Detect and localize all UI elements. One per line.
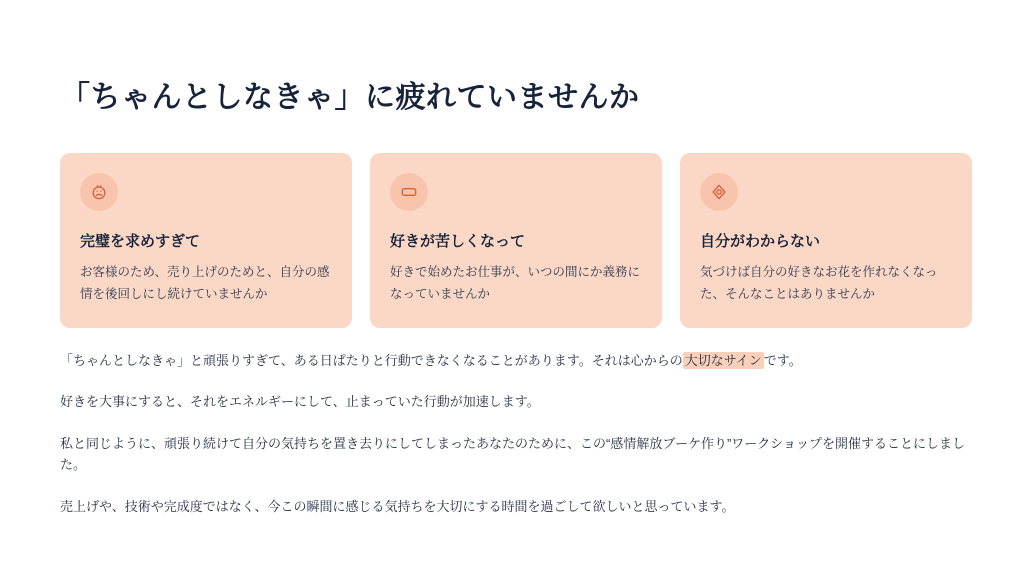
- feature-card: [680, 153, 972, 328]
- feature-card: [60, 153, 352, 328]
- highlighted-text: 大切なサイン: [684, 352, 762, 368]
- feature-card-body: 気づけば自分の好きなお花を作れなくなった、そんなことはありませんか: [700, 265, 938, 301]
- body-copy: [60, 350, 972, 517]
- tag-icon: [390, 173, 428, 211]
- paragraph: [60, 391, 972, 412]
- text-run: 好きを大事にすると、それをエネルギーにして、止まっていた行動が加速します。: [60, 394, 540, 410]
- feature-card-body: お客様のため、売り上げのためと、自分の感情を後回しにし続けていませんか: [80, 265, 330, 301]
- text-run: 私と同じように、頑張り続けて自分の気持ちを置き去りにしてしまったあなたのために、この“感情解放ブーケ作り”ワークショップを開催することにしました。: [60, 435, 966, 473]
- paragraph: [60, 496, 972, 517]
- paragraph: [60, 433, 972, 476]
- feature-card-title: 好きが苦しくなって: [390, 233, 526, 250]
- text-run: 「ちゃんとしなきゃ」と頑張りすぎて、ある日ぱたりと行動できなくなることがあります。それは心からの: [60, 352, 683, 368]
- page-title: 「ちゃんとしなきゃ」に疲れていませんか: [60, 81, 640, 114]
- target-icon: [700, 173, 738, 211]
- worried-face-icon: [80, 173, 118, 211]
- feature-card-body: 好きで始めたお仕事が、いつの間にか義務になっていませんか: [390, 265, 641, 301]
- feature-card-list: [60, 153, 972, 328]
- feature-card-title: 自分がわからない: [700, 233, 821, 250]
- paragraph: [60, 350, 972, 371]
- text-run: です。: [763, 352, 802, 368]
- feature-card-title: 完璧を求めすぎて: [80, 233, 201, 250]
- feature-card: [370, 153, 662, 328]
- text-run: 売上げや、技術や完成度ではなく、今この瞬間に感じる気持ちを大切にする時間を過ごして欲しいと思っています。: [60, 498, 735, 514]
